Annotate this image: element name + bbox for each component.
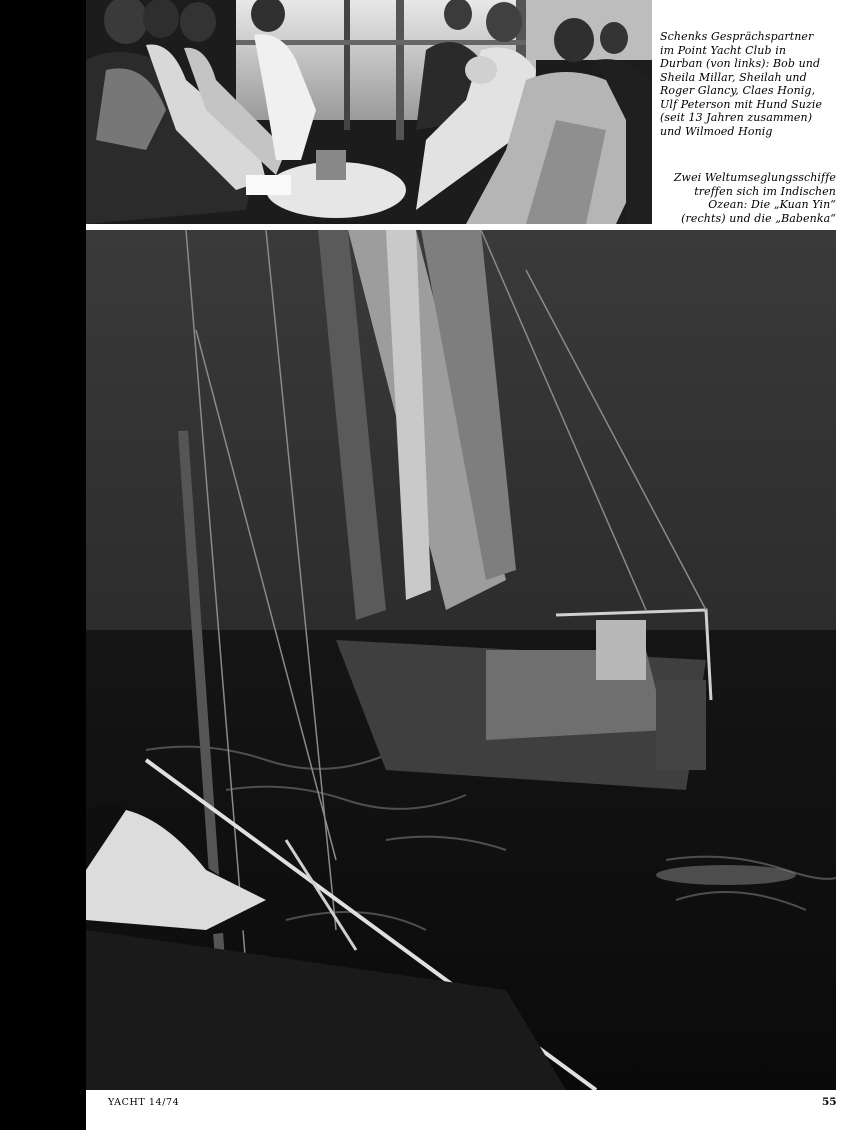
caption-line: (rechts) und die „Babenka“ — [681, 211, 836, 225]
caption-line: treffen sich im Indischen — [694, 184, 836, 198]
yacht-club-photo-illustration — [86, 0, 652, 224]
caption-line: Roger Glancy, Claes Honig, — [660, 84, 816, 97]
caption-line: Ozean: Die „Kuan Yin“ — [708, 198, 836, 211]
caption-line: und Wilmoed Honig — [660, 124, 773, 138]
caption-line: Zwei Weltumseglungsschiffe — [673, 171, 836, 184]
sailing-yachts-photo-illustration — [86, 230, 836, 1090]
caption-yacht-club — [660, 30, 860, 138]
scan-edge-shadow — [0, 0, 86, 1130]
photo-yacht-club-group — [86, 0, 652, 224]
footer-magazine-issue: YACHT 14/74 — [108, 1097, 180, 1108]
caption-sailing-ships — [640, 171, 836, 225]
caption-line: (seit 13 Jahren zusammen) — [660, 111, 813, 124]
footer-page-number: 55 — [822, 1096, 837, 1108]
caption-line: Schenks Gesprächspartner — [660, 30, 814, 43]
caption-line: Ulf Peterson mit Hund Suzie — [660, 97, 823, 111]
photo-sailing-yachts — [86, 230, 836, 1090]
caption-line: Sheila Millar, Sheilah und — [660, 70, 807, 84]
caption-line: im Point Yacht Club in — [660, 43, 787, 57]
caption-line: Durban (von links): Bob und — [660, 57, 821, 70]
